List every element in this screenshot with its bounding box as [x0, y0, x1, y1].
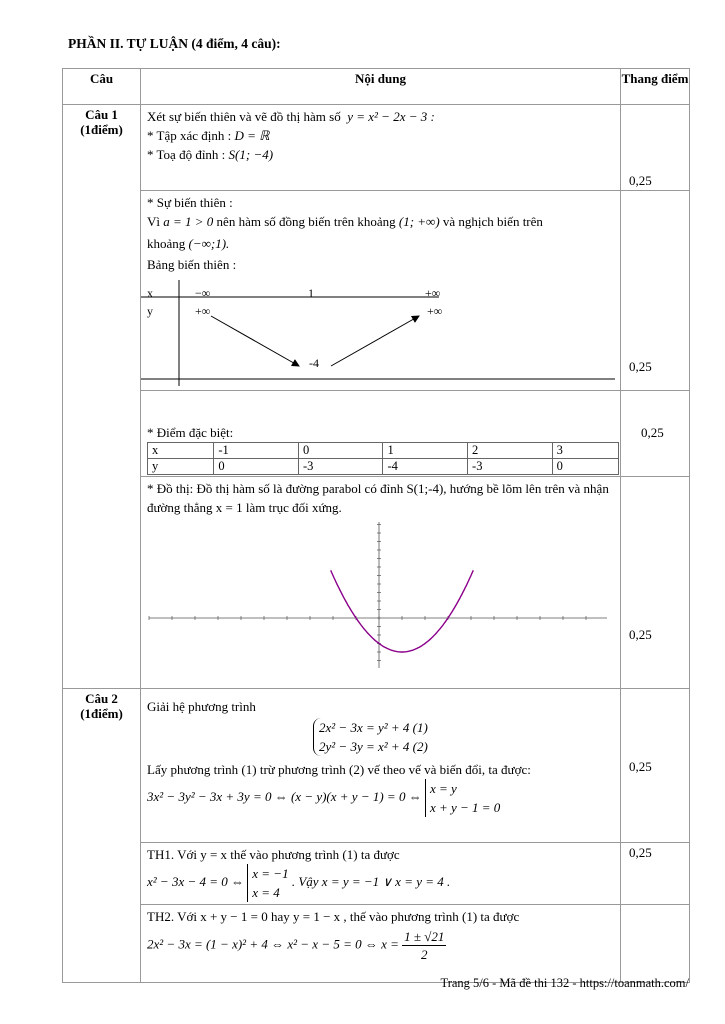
header-thangdiem: Thang điểm	[621, 69, 690, 105]
q2-subtract-text: Lấy phương trình (1) trừ phương trình (2) vế theo vế và biến đổi, ta được:	[147, 762, 531, 777]
table-header-row	[63, 69, 690, 105]
case-1-intro: TH1. Với y = x thế vào phương trình (1) ta được	[147, 847, 400, 862]
q2-case2-content	[141, 905, 621, 983]
fraction-denominator: 2	[421, 947, 428, 962]
question-2-label: Câu 2	[85, 691, 118, 706]
bbt-x-mid: 1	[308, 286, 314, 300]
score-cell	[621, 105, 690, 191]
graph-description: * Đồ thị: Đồ thị hàm số là đường parabol có đỉnh S(1;-4), hướng bề lõm lên trên và nhận đường thẳng x = 1 làm trục đối xứng.	[147, 481, 609, 515]
q2-intro: Giải hệ phương trình	[147, 699, 256, 714]
condition: a = 1 > 0	[163, 214, 214, 229]
equation-2: 2y² − 3y = x² + 4 (2)	[319, 739, 428, 754]
score-value: 0,25	[629, 845, 652, 860]
score-cell	[621, 191, 690, 391]
q2-factor-equation: 3x² − 3y² − 3x + 3y = 0 ⇔ (x − y)(x + y − 1) = 0 ⇔	[147, 788, 422, 804]
q2-system-content	[141, 689, 621, 843]
q1-vertex: S(1; −4)	[228, 147, 274, 162]
table-row	[148, 459, 619, 475]
equation-system	[313, 718, 428, 756]
special-points-table	[147, 442, 619, 475]
score-cell	[621, 689, 690, 843]
table-cell: -3	[298, 459, 383, 475]
variation-table-lines	[141, 278, 617, 390]
question-2-points: (1điểm)	[80, 706, 123, 721]
bbt-y-left: +∞	[195, 304, 211, 318]
variation-table	[147, 278, 614, 390]
text: Vì	[147, 214, 160, 229]
score-value: 0,25	[629, 173, 652, 188]
score-value: 0,25	[641, 425, 664, 440]
special-points-label: * Điểm đặc biệt:	[147, 425, 234, 440]
table-cell: -1	[214, 443, 299, 459]
question-1-cell	[63, 105, 141, 689]
solution-1: x = −1	[252, 866, 289, 881]
parabola-graph	[143, 520, 613, 670]
q1-vertex-label: * Toạ độ đỉnh :	[147, 147, 226, 162]
decreasing-interval: (−∞;1).	[188, 236, 230, 251]
score-value: 0,25	[629, 759, 652, 774]
table-row	[63, 843, 690, 905]
score-value: 0,25	[629, 359, 652, 374]
text: và nghịch biến trên	[442, 214, 543, 229]
page-footer: Trang 5/6 - Mã đề thi 132 - https://toanmath.com/	[440, 976, 689, 990]
answer-table	[62, 68, 690, 983]
case-2-intro: TH2. Với x + y − 1 = 0 hay y = 1 − x , thế vào phương trình (1) ta được	[147, 909, 520, 924]
q1-variation-content	[141, 191, 621, 391]
table-cell: 0	[298, 443, 383, 459]
table-cell: 0	[214, 459, 299, 475]
fraction	[402, 928, 446, 963]
score-cell	[621, 905, 690, 983]
header-noidung: Nội dung	[141, 69, 621, 105]
table-row	[63, 191, 690, 391]
table-cell: -4	[383, 459, 468, 475]
question-2-cell	[63, 689, 141, 983]
table-cell: -3	[468, 459, 553, 475]
question-1-points: (1điểm)	[80, 122, 123, 137]
solution-bracket	[247, 864, 288, 902]
table-row	[63, 105, 690, 191]
table-cell: 2	[468, 443, 553, 459]
bbt-y-right: +∞	[427, 304, 443, 318]
case-1-equation: x² − 3x − 4 = 0 ⇔	[147, 873, 245, 889]
variation-table-label: Bảng biến thiên :	[147, 257, 237, 272]
parabola-curve	[331, 570, 474, 652]
q1-points-content	[141, 391, 621, 477]
case-1: x = y	[429, 781, 457, 796]
question-1-label: Câu 1	[85, 107, 118, 122]
score-cell	[621, 477, 690, 689]
case-bracket	[425, 779, 500, 817]
q1-variation-title: * Sự biến thiên :	[147, 195, 233, 210]
text: khoảng	[147, 236, 186, 251]
q1-function: y = x² − 2x − 3 :	[347, 109, 435, 124]
score-cell	[621, 391, 690, 477]
table-row	[63, 477, 690, 689]
q2-case1-content	[141, 843, 621, 905]
table-cell: 0	[552, 459, 618, 475]
bbt-x-neg-inf: −∞	[195, 286, 211, 300]
case-2: x + y − 1 = 0	[429, 800, 501, 815]
score-value: 0,25	[629, 627, 652, 642]
score-cell	[621, 843, 690, 905]
solution-2: x = 4	[252, 885, 280, 900]
bbt-x-pos-inf: +∞	[425, 286, 441, 300]
table-row	[148, 443, 619, 459]
equation-1: 2x² − 3x = y² + 4 (1)	[319, 720, 428, 735]
table-row	[63, 689, 690, 843]
table-cell: x	[148, 443, 214, 459]
header-cau: Câu	[63, 69, 141, 105]
case-2-equation: 2x² − 3x = (1 − x)² + 4 ⇔ x² − x − 5 = 0 ⇔ x =	[147, 936, 399, 952]
table-cell: 3	[552, 443, 618, 459]
q1-intro-text: Xét sự biến thiên và vẽ đồ thị hàm số	[147, 109, 341, 124]
table-row	[63, 905, 690, 983]
bbt-x-label: x	[147, 286, 153, 300]
q1-domain-label: * Tập xác định :	[147, 128, 232, 143]
q1-intro-content	[141, 105, 621, 191]
table-cell: 1	[383, 443, 468, 459]
q1-graph-content	[141, 477, 621, 689]
q1-domain: D = ℝ	[234, 128, 270, 143]
increasing-interval: (1; +∞)	[398, 214, 440, 229]
table-row	[63, 391, 690, 477]
case-1-conclusion: . Vậy x = y = −1 ∨ x = y = 4 .	[291, 873, 451, 889]
text: nên hàm số đồng biến trên khoảng	[216, 214, 396, 229]
bbt-y-min: -4	[309, 356, 319, 370]
table-cell: y	[148, 459, 214, 475]
bbt-y-label: y	[147, 304, 153, 318]
section-heading: PHẦN II. TỰ LUẬN (4 điểm, 4 câu):	[68, 36, 281, 51]
fraction-numerator: 1 ± √21	[404, 929, 445, 944]
